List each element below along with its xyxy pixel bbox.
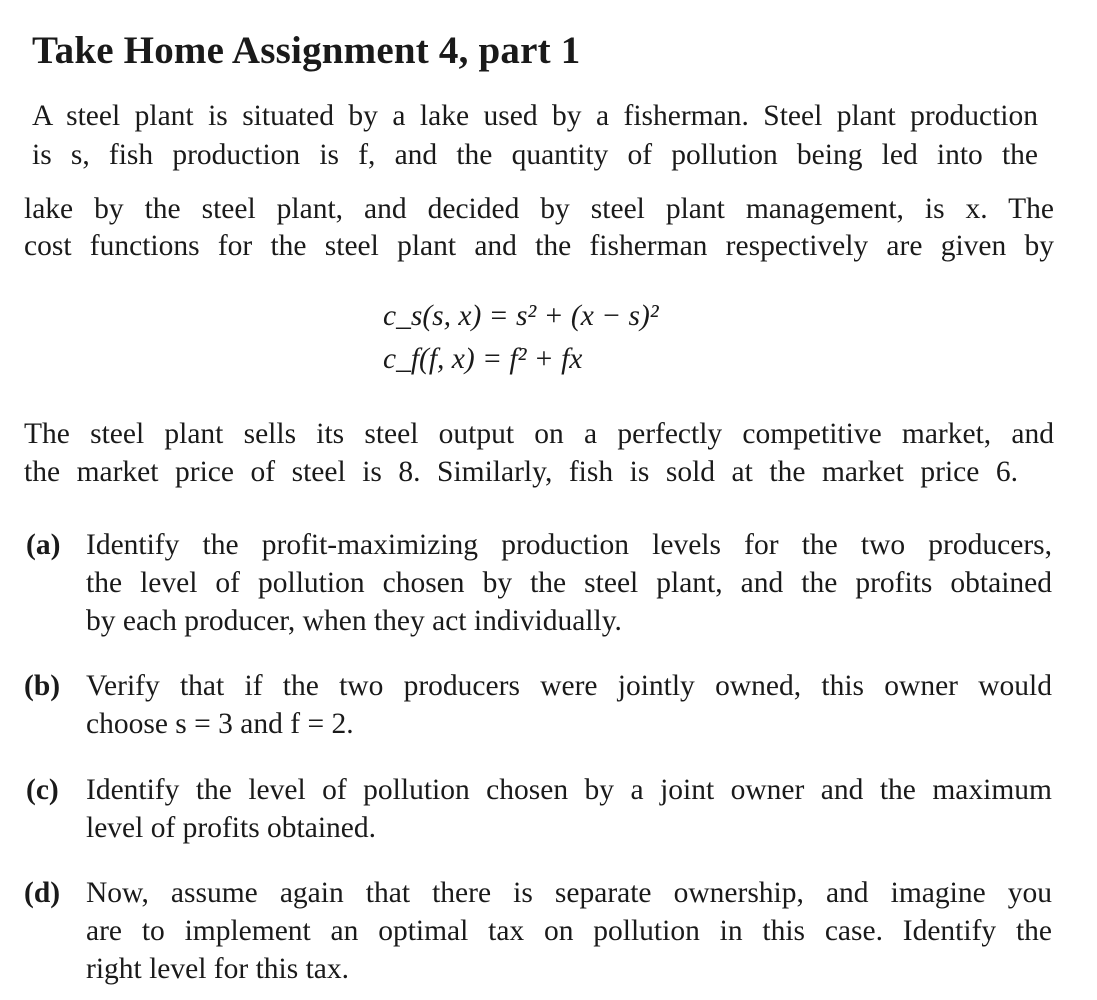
question-c-line-1: Identify the level of pollution chosen by a joint owner and the maximum xyxy=(86,774,1052,806)
question-b-line-1: Verify that if the two producers were jointly owned, this owner would xyxy=(86,670,1052,702)
intro-line-3: lake by the steel plant, and decided by steel plant management, is x. The xyxy=(24,193,1054,225)
question-c-label: (c) xyxy=(26,774,59,806)
question-a-line-1: Identify the profit-maximizing production levels for the two producers, xyxy=(86,529,1052,561)
market-line-1: The steel plant sells its steel output on a perfectly competitive market, and xyxy=(24,418,1054,450)
fish-cost-equation: c_f(f, x) = f² + fx xyxy=(383,343,583,375)
question-d-line-1: Now, assume again that there is separate ownership, and imagine you xyxy=(86,877,1052,909)
question-d-line-3: right level for this tax. xyxy=(86,953,349,985)
intro-line-1: A steel plant is situated by a lake used by a fisherman. Steel plant production xyxy=(32,100,1038,132)
question-d-label: (d) xyxy=(24,877,61,909)
question-b-line-2: choose s = 3 and f = 2. xyxy=(86,708,354,740)
question-c-line-2: level of profits obtained. xyxy=(86,812,377,844)
question-a-label: (a) xyxy=(26,529,61,561)
steel-cost-equation: c_s(s, x) = s² + (x − s)² xyxy=(383,300,659,332)
question-d-line-2: are to implement an optimal tax on pollution in this case. Identify the xyxy=(86,915,1052,947)
intro-line-2: is s, fish production is f, and the quantity of pollution being led into the xyxy=(32,139,1038,171)
intro-line-4: cost functions for the steel plant and the fisherman respectively are given by xyxy=(24,230,1054,262)
question-b-label: (b) xyxy=(24,670,61,702)
question-a-line-2: the level of pollution chosen by the steel plant, and the profits obtained xyxy=(86,567,1052,599)
page-title: Take Home Assignment 4, part 1 xyxy=(32,29,581,72)
question-a-line-3: by each producer, when they act individually. xyxy=(86,605,622,637)
market-line-2: the market price of steel is 8. Similarly, fish is sold at the market price 6. xyxy=(24,456,1018,488)
